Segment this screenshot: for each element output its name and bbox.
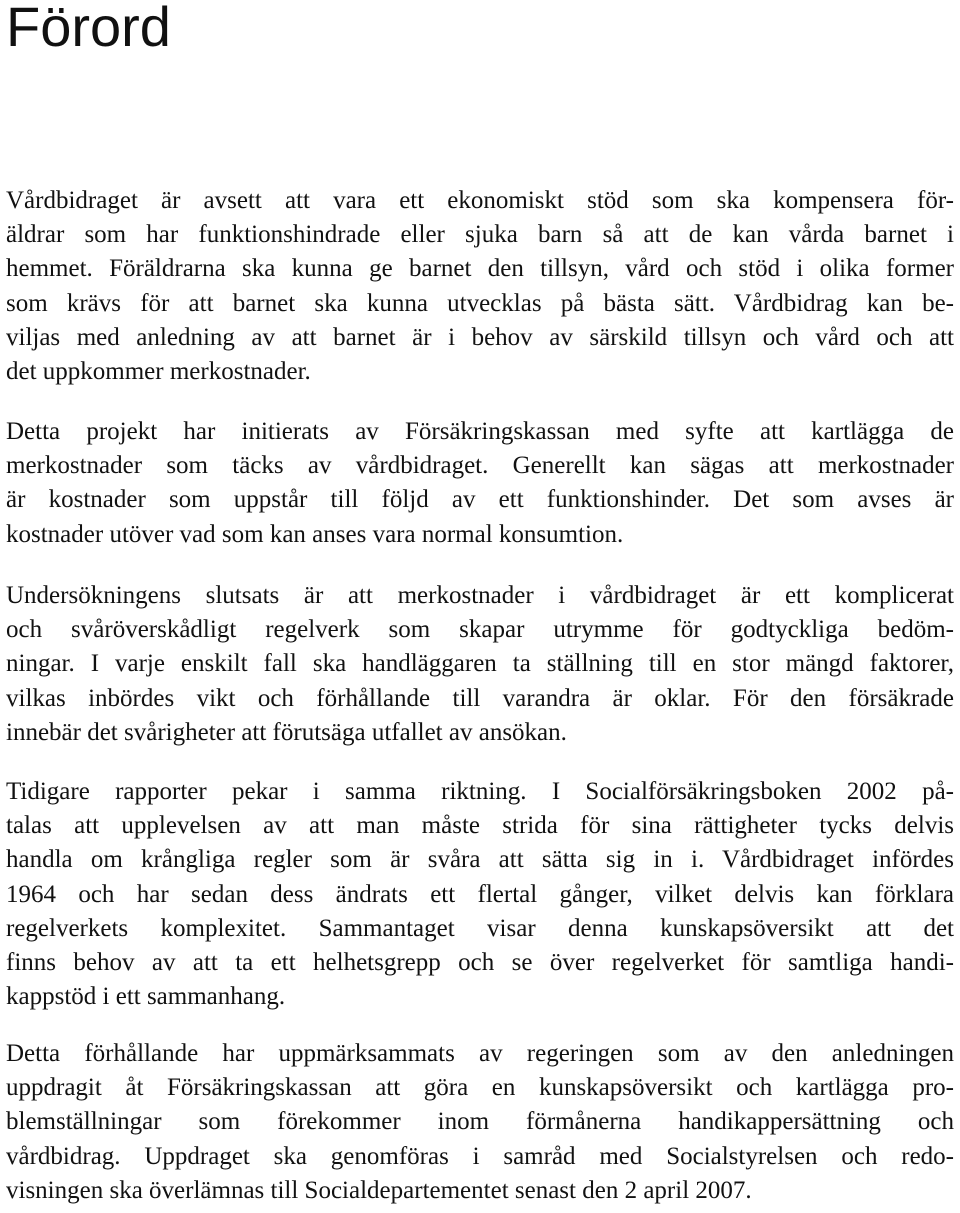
paragraph-5: [6, 1037, 954, 1208]
text-line: uppdragit åt Försäkringskassan att göra en kunskapsöversikt och kartlägga pro-: [6, 1074, 954, 1102]
text-line: merkostnader som täcks av vårdbidraget. Generellt kan sägas att merkostnader: [6, 452, 954, 480]
text-line: Detta projekt har initierats av Försäkringskassan med syfte att kartlägga de: [6, 418, 954, 445]
paragraph-1: [6, 184, 954, 389]
paragraph-3: [6, 579, 954, 750]
text-line: och svåröverskådligt regelverk som skapar utrymme för godtyckliga bedöm-: [6, 616, 954, 644]
text-line: Detta förhållande har uppmärksammats av regeringen som av den anledningen: [6, 1040, 954, 1067]
text-line: kappstöd i ett sammanhang.: [6, 983, 286, 1011]
text-line: blemställningar som förekommer inom förmånerna handikappersättning och: [6, 1108, 954, 1136]
text-line: kostnader utöver vad som kan anses vara normal konsumtion.: [6, 520, 624, 548]
text-line: finns behov av att ta ett helhetsgrepp och se över regelverket för samtliga handi-: [6, 949, 954, 977]
text-line: Vårdbidraget är avsett att vara ett ekonomiskt stöd som ska kompensera för-: [6, 187, 954, 214]
text-line: det uppkommer merkostnader.: [6, 358, 311, 386]
page-title: Förord: [6, 0, 171, 58]
text-line: talas att upplevelsen av att man måste strida för sina rättigheter tycks delvis: [6, 812, 954, 840]
text-line: ningar. I varje enskilt fall ska handläggaren ta ställning till en stor mängd faktorer,: [6, 650, 954, 678]
text-line: är kostnader som uppstår till följd av ett funktionshinder. Det som avses är: [6, 486, 954, 514]
text-line: viljas med anledning av att barnet är i behov av särskild tillsyn och vård och att: [6, 323, 954, 351]
text-line: hemmet. Föräldrarna ska kunna ge barnet den tillsyn, vård och stöd i olika former: [6, 255, 954, 283]
text-line: Undersökningens slutsats är att merkostnader i vårdbidraget är ett komplicerat: [6, 582, 954, 609]
text-line: vilkas inbördes vikt och förhållande till varandra är oklar. För den försäkrade: [6, 684, 954, 712]
text-line: innebär det svårigheter att förutsäga utfallet av ansökan.: [6, 718, 567, 746]
text-line: som krävs för att barnet ska kunna utvecklas på bästa sätt. Vårdbidrag kan be-: [6, 289, 954, 317]
paragraph-4: [6, 775, 954, 1014]
text-line: Tidigare rapporter pekar i samma riktning. I Socialförsäkringsboken 2002 på-: [6, 778, 954, 805]
text-line: vårdbidrag. Uppdraget ska genomföras i samråd med Socialstyrelsen och redo-: [6, 1142, 954, 1170]
text-line: regelverkets komplexitet. Sammantaget visar denna kunskapsöversikt att det: [6, 914, 954, 942]
paragraph-2: [6, 415, 954, 552]
text-line: äldrar som har funktionshindrade eller sjuka barn så att de kan vårda barnet i: [6, 221, 954, 249]
text-line: handla om krångliga regler som är svåra att sätta sig in i. Vårdbidraget infördes: [6, 846, 954, 874]
text-line: 1964 och har sedan dess ändrats ett flertal gånger, vilket delvis kan förklara: [6, 880, 954, 908]
text-line: visningen ska överlämnas till Socialdepartementet senast den 2 april 2007.: [6, 1176, 752, 1204]
